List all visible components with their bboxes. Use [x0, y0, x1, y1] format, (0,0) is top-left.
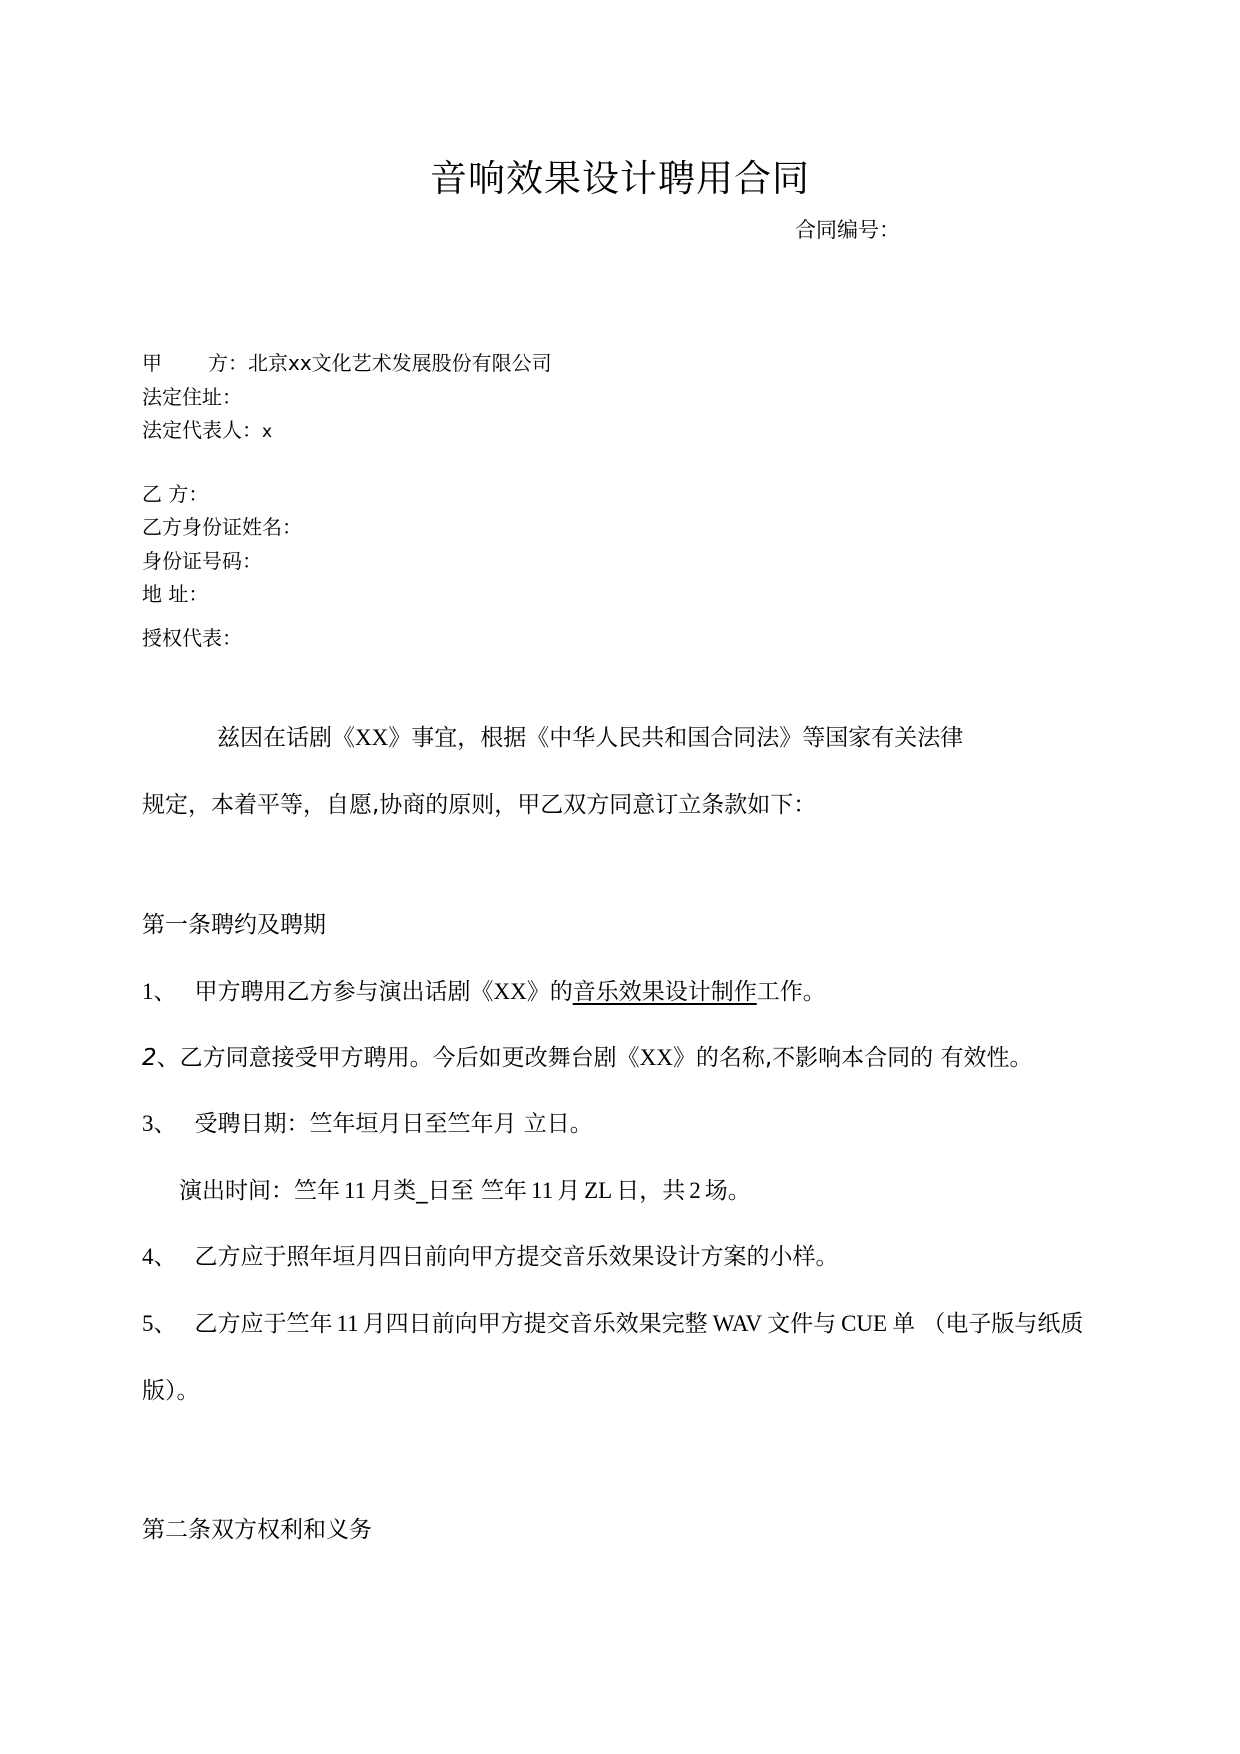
item-1-part-b: 》的	[526, 979, 573, 1005]
item-2-xx: XX	[639, 1045, 673, 1070]
article-1-item-1	[142, 973, 826, 1006]
article-1-heading: 第一条聘约及聘期	[142, 912, 326, 938]
item-4-number: 4、	[142, 1244, 177, 1269]
item-5-part-b: 月四日前向甲方提交音乐效果完整	[362, 1311, 708, 1337]
perf-zl: ZL	[584, 1178, 613, 1203]
item-1-number: 1、	[142, 979, 177, 1004]
perf-part-e: 场。	[704, 1178, 751, 1204]
perf-part-c: 月	[557, 1178, 581, 1204]
party-a-address-label: 法定住址：	[142, 385, 242, 409]
contract-number-label: 合同编号：	[795, 218, 900, 242]
party-a-legal-rep-label: 法定代表人：	[142, 418, 262, 442]
party-a-legal-rep-value: x	[262, 422, 273, 442]
article-1-item-2	[142, 1039, 1033, 1072]
preamble-line-1	[217, 719, 963, 752]
item-2-number: 2	[142, 1045, 157, 1071]
perf-num-2: 11	[530, 1178, 554, 1203]
article-2-heading: 第二条双方权利和义务	[142, 1517, 372, 1543]
item-2-part-a: 、乙方同意接受甲方聘用。今后如更改舞台剧《	[156, 1045, 640, 1071]
preamble-line-2: 规定，本着平等，自愿,协商的原则，甲乙双方同意订立条款如下：	[142, 792, 817, 818]
item-5-number: 5、	[142, 1311, 177, 1336]
item-5-part-a: 乙方应于竺年	[194, 1311, 333, 1337]
preamble-line-1-part-a: 兹因在话剧《	[217, 725, 355, 751]
item-1-part-c: 工作。	[756, 979, 826, 1005]
perf-part-b: 月类_日至 竺年	[370, 1178, 527, 1204]
party-a-name-rest: 文化艺术发展股份有限公司	[311, 351, 552, 375]
perf-num-3: 2	[689, 1178, 701, 1203]
article-1-item-5	[142, 1305, 1083, 1338]
party-b-authorized-rep-label: 授权代表：	[142, 626, 242, 650]
perf-part-d: 日，共	[616, 1178, 686, 1204]
item-5-part-d: 单 （电子版与纸质	[892, 1311, 1084, 1337]
party-a-label-fang: 方：北京	[208, 351, 288, 375]
perf-part-a: 演出时间：竺年	[179, 1178, 340, 1204]
item-4-text: 乙方应于照年垣月四日前向甲方提交音乐效果设计方案的小样。	[194, 1244, 839, 1270]
party-a-label-jia: 甲	[142, 351, 162, 375]
article-1-item-3	[142, 1105, 593, 1138]
performance-time-line	[179, 1172, 751, 1205]
item-3-number: 3、	[142, 1111, 177, 1136]
party-a-name-xx: xx	[288, 351, 312, 375]
item-5-part-c: 文件与	[767, 1311, 837, 1337]
party-b-address-label: 地 址：	[142, 582, 209, 606]
party-a-line	[142, 347, 552, 376]
party-b-label: 乙 方：	[142, 482, 209, 506]
preamble-line-1-xx: XX	[355, 725, 389, 750]
item-5-num: 11	[336, 1311, 359, 1336]
article-1-item-5-line-2: 版）。	[142, 1378, 200, 1404]
item-1-part-a: 甲方聘用乙方参与演出话剧《	[194, 979, 494, 1005]
perf-num-1: 11	[344, 1178, 367, 1203]
item-5-wav: WAV	[712, 1311, 763, 1336]
party-b-id-name-label: 乙方身份证姓名：	[142, 515, 302, 539]
party-a-legal-rep-line	[142, 414, 272, 443]
preamble-line-1-part-b: 》事宜，根据《中华人民共和国合同法》等国家有关法律	[388, 725, 964, 751]
item-1-xx: XX	[493, 979, 527, 1004]
party-b-id-number-label: 身份证号码：	[142, 549, 262, 573]
item-5-cue: CUE	[841, 1311, 888, 1336]
item-3-text: 受聘日期：竺年垣月日至竺年月 立日。	[194, 1111, 593, 1137]
document-title: 音响效果设计聘用合同	[430, 157, 810, 200]
item-2-part-b: 》的名称,不影响本合同的 有效性。	[672, 1045, 1033, 1071]
item-1-underlined-role: 音乐效果设计制作	[572, 979, 757, 1005]
article-1-item-4	[142, 1238, 839, 1271]
